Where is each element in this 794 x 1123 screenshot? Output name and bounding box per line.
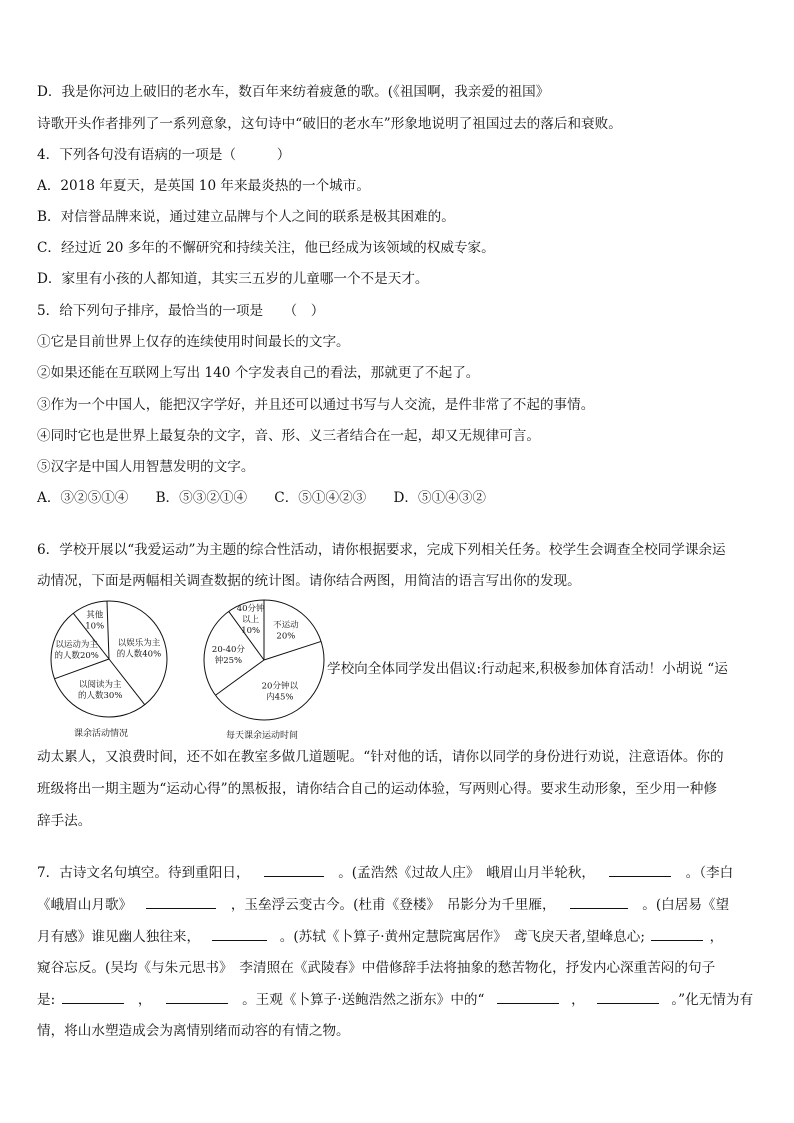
q7-text: 。(孟浩然《过故人庄》 峨眉山月半轮秋， [338,865,596,881]
answer-blank[interactable] [597,989,659,1004]
q3-explanation: 诗歌开头作者排列了一系列意象，这句诗中“破旧的老水车”形象地说明了祖国过去的落后和衰败。 [37,116,622,132]
q7-text: ， [709,929,724,945]
q4-option-b: B．对信誉品牌来说，通过建立品牌与个人之间的联系是极其困难的。 [37,209,455,225]
pie-slice-label: 以娱乐为主 [117,638,161,649]
pie-slice-label: 的人数30% [78,691,123,702]
q5-sentence-3: ③作为一个中国人，能把汉字学好，并且还可以通过书写与人交流，是件非常了不起的事情。 [37,397,595,413]
pie-slice-label: 的人数20% [54,651,99,662]
q7-text: 。(白居易《望 [642,897,730,913]
q7-text: 月有感》谁见幽人独往来， [37,929,201,945]
chart-exercise-time [198,598,330,740]
answer-blank[interactable] [570,894,628,909]
pie-slice-label: 以阅读为主 [78,680,122,691]
pie-slice-label: 40分钟 [236,603,265,614]
q7-text: 。王观《卜算子·送鲍浩然之浙东》中的“ [242,992,485,1008]
q5-sentence-1: ①它是目前世界上仅存的连续使用时间最长的文字。 [37,334,350,350]
chart-exercise-time-title: 每天课余运动时间 [226,731,299,741]
pie-slice-label: 20分钟以 [261,681,298,692]
q7-line-1 [37,862,733,883]
q4-option-c: C．经过近 20 多年的不懈研究和持续关注，他已经成为该领域的权威专家。 [37,240,495,256]
q7-text: 是: [37,992,56,1008]
pie-slice-label: 10% [85,621,105,632]
q7-line-2 [37,894,729,915]
q7-line-3 [37,926,723,947]
pie-slice-label: 以运动为主 [55,640,98,651]
q6-line-5: 班级将出一期主题为“运动心得”的黑板报，请你结合自己的运动体验，写两则心得。要求生动形象，至少用一种修 [37,781,717,797]
pie-activities [36,598,182,720]
pie-slice-label: 不运动 [273,620,299,631]
q6-line-6: 辞手法。 [37,813,92,829]
q5-sentence-2: ②如果还能在互联网上写出 140 个字发表自己的看法，那就更了不起了。 [37,365,480,381]
answer-blank[interactable] [166,989,228,1004]
q5-sentence-5: ⑤汉字是中国人用智慧发明的文字。 [37,459,255,475]
q7-text: 。（李白 [685,865,734,881]
q7-text: 。”化无情为有 [671,992,754,1008]
q7-text: ， [571,992,585,1008]
answer-blank[interactable] [62,989,124,1004]
q4-option-a: A．2018 年夏天，是英国 10 年来最炎热的一个城市。 [37,178,370,194]
pie-slice-label: 其他 [86,610,104,621]
pie-slice-label: 的人数40% [116,649,162,660]
answer-blank[interactable] [609,862,671,877]
pie-slice-label: 20% [276,631,296,642]
q7-text: 7．古诗文名句填空。待到重阳日， [37,865,250,881]
q7-text: ， [137,992,152,1008]
answer-blank[interactable] [264,862,324,877]
q4-stem: 4．下列各句没有语病的一项是（ ） [37,147,291,163]
q5-sentence-4: ④同时它也是世界上最复杂的文字，音、形、义三者结合在一起，却又无规律可言。 [37,428,540,444]
q3-option-d: D．我是你河边上破旧的老水车，数百年来纺着疲惫的歌。(《祖国啊，我亲爱的祖国》 [37,84,550,100]
q5-stem: 5．给下列句子排序，最恰当的一项是 （ ） [37,303,325,319]
q7-text: 。(苏轼《卜算子·黄州定慧院寓居作》 鸢飞戾天者,望峰息心; [279,929,645,945]
q7-text: ，玉垒浮云变古今。(杜甫《登楼》 吊影分为千里雁， [230,897,556,913]
q6-line-4: 动太累人，又浪费时间，还不如在教室多做几道题呢。“针对他的话，请你以同学的身份进行劝说，注意语体。你的 [37,749,724,765]
pie-slice-label: 钟25% [214,655,243,666]
answer-blank[interactable] [497,989,559,1004]
pie-slice-label: 以上 [242,614,260,625]
answer-blank[interactable] [212,926,267,941]
q6-line-2: 动情况，下面是两幅相关调查数据的统计图。请你结合两图，用简洁的语言写出你的发现。 [37,573,581,589]
q7-line-4: 窥谷忘反。(吴均《与朱元思书》 李清照在《武陵春》中借修辞手法将抽象的愁苦物化，抒发内心深重苦闷的句子 [37,960,716,976]
answer-blank[interactable] [651,926,703,941]
pie-slice-label: 内45% [266,692,294,703]
chart-activities [36,598,182,740]
q5-options: A．③②⑤①④ B．⑤③②①④ C．⑤①④②③ D．⑤①④③② [37,490,486,506]
pie-slice-label: 10% [241,625,261,636]
pie-slice-label: 20-40分 [211,644,245,655]
q7-line-6: 情，将山水塑造成会为离情别绪而动容的有情之物。 [37,1023,350,1039]
q6-line-1: 6．学校开展以“我爱运动”为主题的综合性活动，请你根据要求，完成下列相关任务。校学生会调查全校同学课余运 [37,542,726,558]
pie-exercise-time [198,598,330,722]
q4-option-d: D．家里有小孩的人都知道，其实三五岁的儿童哪一个不是天才。 [37,271,429,287]
answer-blank[interactable] [146,894,216,909]
q6-beside-chart: 学校向全体同学发出倡议:行动起来,积极参加体育活动！小胡说 “运 [327,661,728,677]
chart-activities-title: 课余活动情况 [74,729,129,739]
q7-line-5 [37,989,753,1010]
q7-text: 《峨眉山月歌》 [37,897,133,913]
